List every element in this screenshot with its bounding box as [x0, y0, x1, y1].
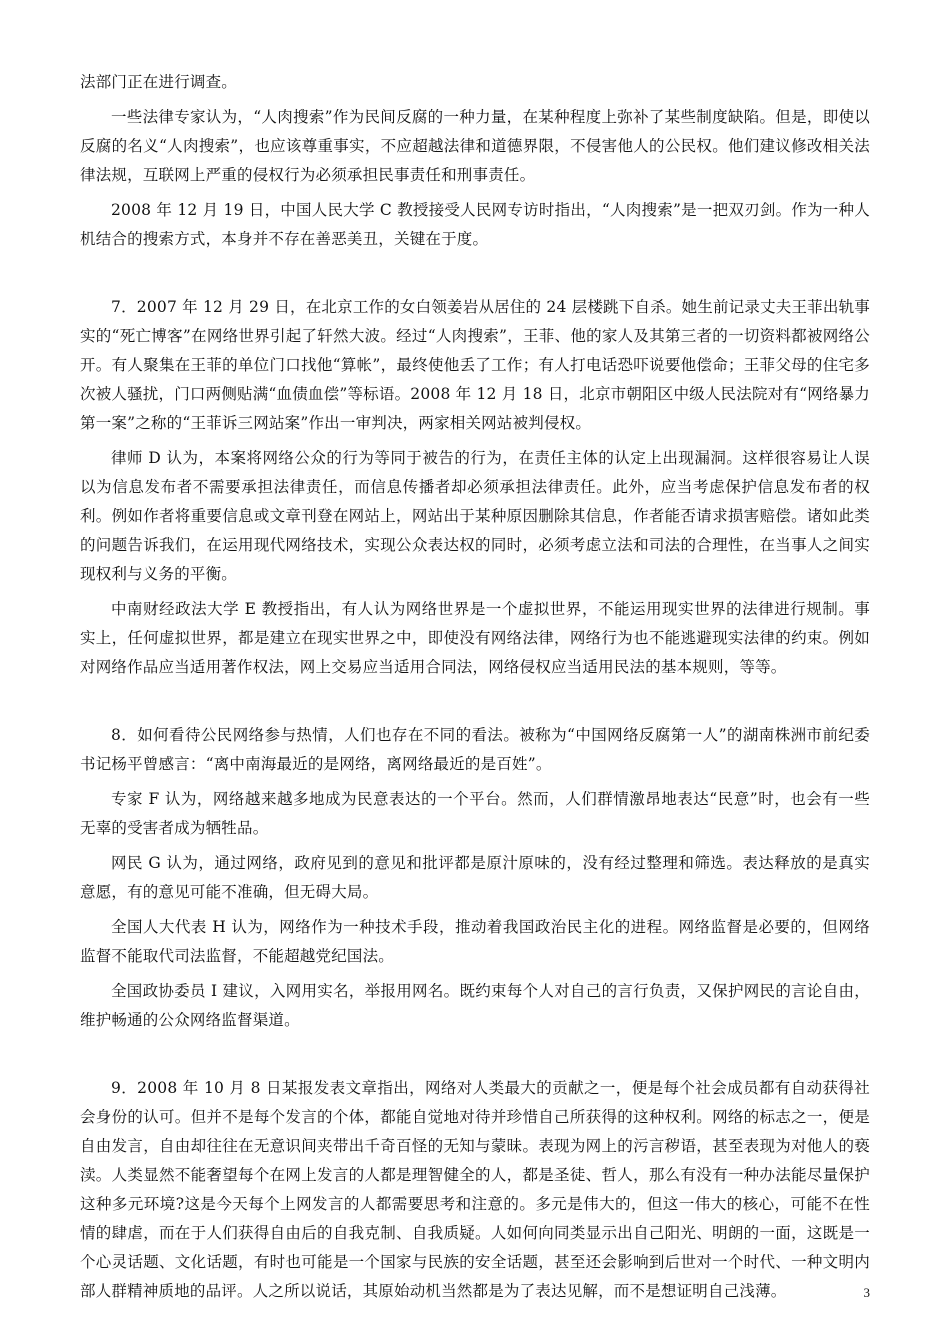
paragraph-investigation-note: 法部门正在进行调查。	[80, 73, 238, 91]
section-spacer	[80, 1041, 870, 1074]
paragraph-item-7: 7．2007 年 12 月 29 日，在北京工作的女白领姜岩从居住的 24 层楼跳下自杀。她生前记录丈夫王菲出轨事实的“死亡博客”在网络世界引起了轩然大波。经过“人肉搜索”，王菲、他的家人及其第三者的一切资料都被网络公开。有人聚集在王菲的单位门口找他“算帐”，最终使他丢了工作；有人打电话恐吓说要他偿命；王菲父母的住宅多次被人骚扰，门口两侧贴满“血债血偿”等标语。2008 年 12 月 18 日，北京市朝阳区中级人民法院对有“网络暴力第一案”之称的“王菲诉三网站案”作出一审判决，两家相关网站被判侵权。	[80, 298, 870, 432]
paragraph-netizen-g: 网民 G 认为，通过网络，政府见到的意见和批评都是原汁原味的，没有经过整理和筛选。表达释放的是真实意愿，有的意见可能不准确，但无碍大局。	[80, 854, 870, 901]
paragraph-lawyer-d: 律师 D 认为，本案将网络公众的行为等同于被告的行为，在责任主体的认定上出现漏洞。这样很容易让人误以为信息发布者不需要承担法律责任，而信息传播者却必须承担法律责任。此外，应当考虑保护信息发布者的权利。例如作者将重要信息或文章刊登在网站上，网站出于某种原因删除其信息，作者能否请求损害赔偿。诸如此类的问题告诉我们，在运用现代网络技术，实现公众表达权的同时，必须考虑立法和司法的合理性，在当事人之间实现权利与义务的平衡。	[80, 449, 870, 583]
paragraph-professor-c: 2008 年 12 月 19 日，中国人民大学 C 教授接受人民网专访时指出，“人肉搜索”是一把双刃剑。作为一种人机结合的搜索方式，本身并不存在善恶美丑，关键在于度。	[80, 201, 870, 248]
paragraph-professor-e: 中南财经政法大学 E 教授指出，有人认为网络世界是一个虚拟世界，不能运用现实世界的法律进行规制。事实上，任何虚拟世界，都是建立在现实世界之中，即使没有网络法律，网络行为也不能逃避现实法律的约束。例如对网络作品应当适用著作权法，网上交易应当适用合同法，网络侵权应当适用民法的基本规则，等等。	[80, 600, 870, 676]
section-spacer	[80, 688, 870, 721]
section-spacer	[80, 260, 870, 293]
document-body	[80, 68, 870, 1312]
paragraph-legal-experts: 一些法律专家认为，“人肉搜索”作为民间反腐的一种力量，在某种程度上弥补了某些制度缺陷。但是，即使以反腐的名义“人肉搜索”，也应该尊重事实，不应超越法律和道德界限，不侵害他人的公民权。他们建议修改相关法律法规，互联网上严重的侵权行为必须承担民事责任和刑事责任。	[80, 108, 870, 184]
paragraph-member-i: 全国政协委员 I 建议，入网用实名，举报用网名。既约束每个人对自己的言行负责，又保护网民的言论自由，维护畅通的公众网络监督渠道。	[80, 982, 870, 1029]
paragraph-deputy-h: 全国人大代表 H 认为，网络作为一种技术手段，推动着我国政治民主化的进程。网络监督是必要的，但网络监督不能取代司法监督，不能超越党纪国法。	[80, 918, 870, 965]
paragraph-expert-f: 专家 F 认为，网络越来越多地成为民意表达的一个平台。然而，人们群情激昂地表达“民意”时，也会有一些无辜的受害者成为牺牲品。	[80, 790, 870, 837]
page-number: 3	[863, 1285, 870, 1300]
paragraph-item-9: 9．2008 年 10 月 8 日某报发表文章指出，网络对人类最大的贡献之一，便是每个社会成员都有自动获得社会身份的认可。但并不是每个发言的个体，都能自觉地对待并珍惜自己所获得的这种权利。网络的标志之一，便是自由发言，自由却往往在无意识间夹带出千奇百怪的无知与蒙昧。表现为网上的污言秽语，甚至表现为对他人的亵渎。人类显然不能奢望每个在网上发言的人都是理智健全的人，都是圣徒、哲人，那么有没有一种办法能尽量保护这种多元环境?这是今天每个上网发言的人都需要思考和注意的。多元是伟大的，但这一伟大的核心，可能不在性情的肆虐，而在于人们获得自由后的自我克制、自我质疑。人如何向同类显示出自己阳光、明朗的一面，这既是一个心灵话题、文化话题，有时也可能是一个国家与民族的安全话题，甚至还会影响到后世对一个时代、一种文明内部人群精神质地的品评。人之所以说话，其原始动机当然都是为了表达见解，而不是想证明自己浅薄。	[80, 1079, 870, 1300]
paragraph-item-8: 8．如何看待公民网络参与热情，人们也存在不同的看法。被称为“中国网络反腐第一人”的湖南株洲市前纪委书记杨平曾感言：“离中南海最近的是网络，离网络最近的是百姓”。	[80, 726, 870, 773]
